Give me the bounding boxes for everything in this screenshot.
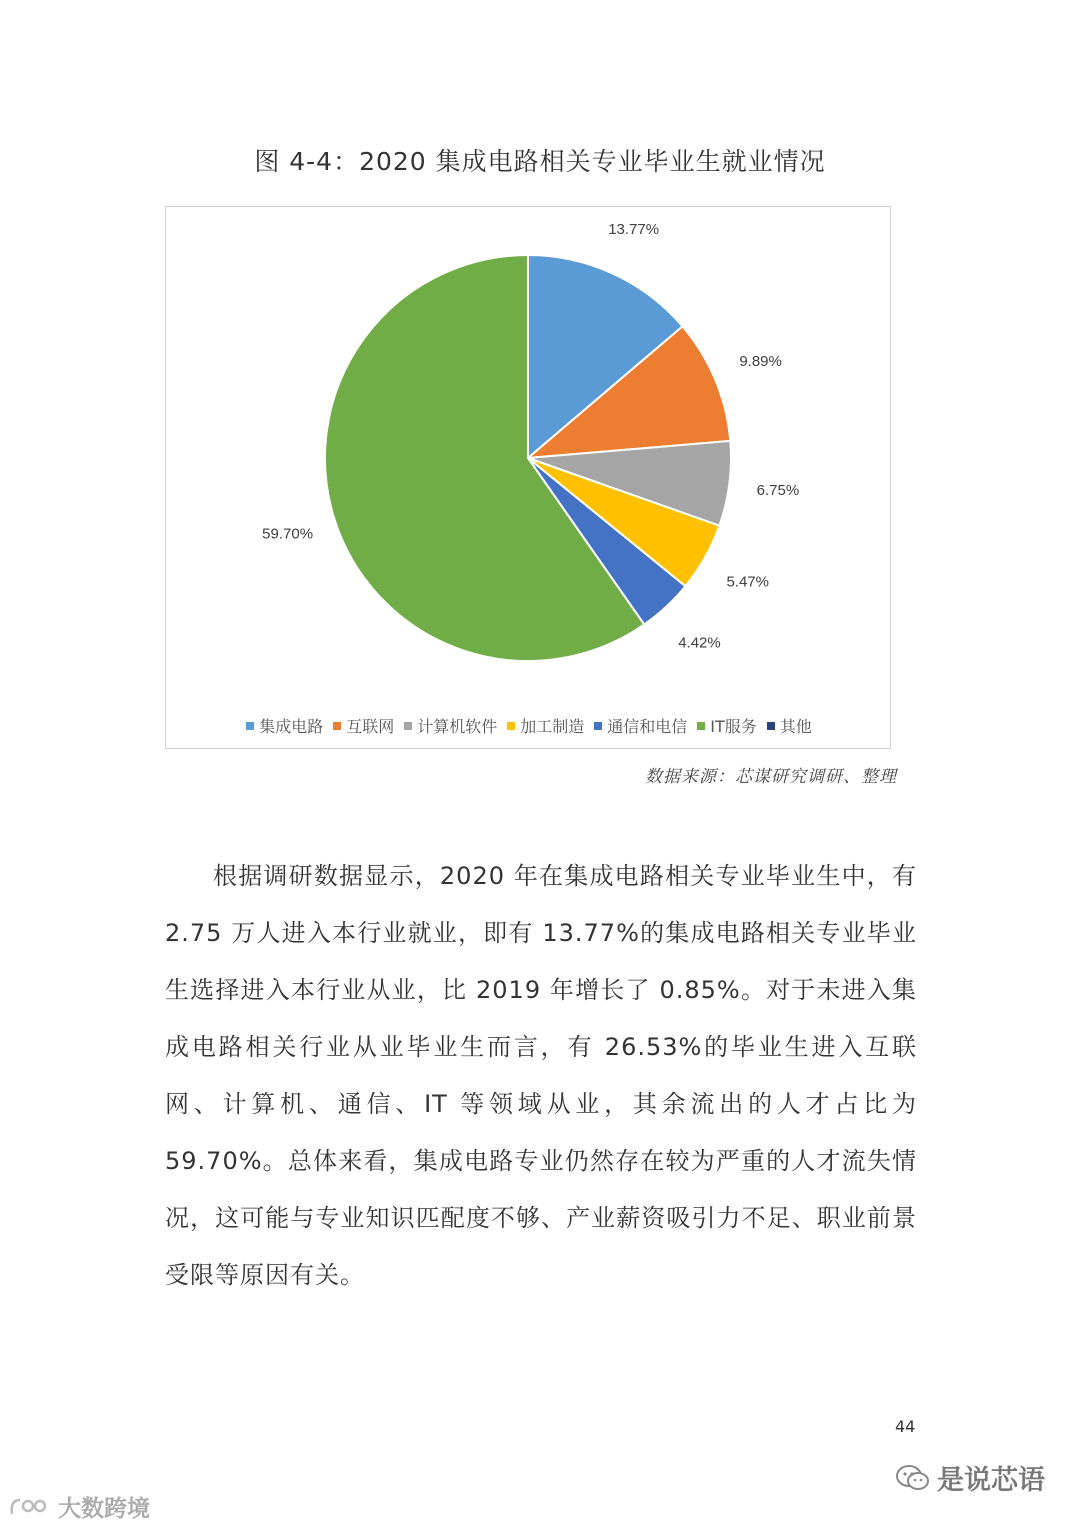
legend-item-其他	[767, 714, 812, 737]
legend-item-计算机软件	[404, 714, 497, 737]
legend-label: 其他	[779, 717, 812, 736]
data-label-集成电路: 13.77%	[608, 221, 660, 239]
watermark-left	[8, 1490, 150, 1523]
legend-swatch	[507, 722, 515, 730]
legend-label: 通信和电信	[607, 717, 688, 736]
legend-item-加工制造	[507, 714, 584, 737]
data-label-IT服务: 59.70%	[262, 525, 314, 543]
legend-item-通信和电信	[594, 714, 687, 737]
data-label-加工制造: 5.47%	[726, 573, 769, 591]
chart-legend	[166, 714, 892, 737]
legend-label: 集成电路	[259, 717, 324, 736]
legend-item-IT服务	[697, 714, 757, 737]
watermark-right-text: 是说芯语	[937, 1465, 1045, 1496]
legend-label: IT服务	[710, 717, 757, 736]
legend-item-集成电路	[246, 714, 323, 737]
watermark-left-text: 大数跨境	[58, 1496, 150, 1522]
page-number: 44	[895, 1417, 916, 1436]
figure-title: 图 4-4：2020 集成电路相关专业毕业生就业情况	[254, 147, 826, 176]
legend-swatch	[246, 722, 254, 730]
legend-swatch	[594, 722, 602, 730]
legend-swatch	[404, 722, 412, 730]
chart-container	[165, 206, 891, 749]
data-label-通信和电信: 4.42%	[678, 634, 721, 652]
legend-label: 互联网	[346, 717, 395, 736]
legend-swatch	[697, 722, 705, 730]
wechat-icon	[895, 1463, 931, 1493]
data-label-计算机软件: 6.75%	[756, 482, 800, 500]
body-paragraph: 根据调研数据显示，2020 年在集成电路相关专业毕业生中，有 2.75 万人进入本行业就业，即有 13.77%的集成电路相关专业毕业生选择进入本行业从业，比 2019 年增长了 0.85%。对于未进入集成电路相关行业从业毕业生而言，有 26.53%的毕业生进入互联网、计算机、通信、IT 等领域从业，其余流出的人才占比为 59.70%。总体来看，集成电路专业仍然存在较为严重的人才流失情况，这可能与专业知识匹配度不够、产业薪资吸引力不足、职业前景受限等原因有关。	[165, 862, 917, 1289]
legend-swatch	[333, 722, 341, 730]
data-source: 数据来源：芯谋研究调研、整理	[645, 767, 897, 787]
pie-chart	[166, 207, 892, 707]
legend-label: 计算机软件	[417, 717, 498, 736]
data-label-互联网: 9.89%	[739, 353, 782, 371]
watermark-right	[895, 1458, 1045, 1497]
legend-label: 加工制造	[520, 717, 585, 736]
logo-icon	[8, 1494, 54, 1520]
legend-swatch	[767, 722, 775, 730]
legend-item-互联网	[333, 714, 394, 737]
